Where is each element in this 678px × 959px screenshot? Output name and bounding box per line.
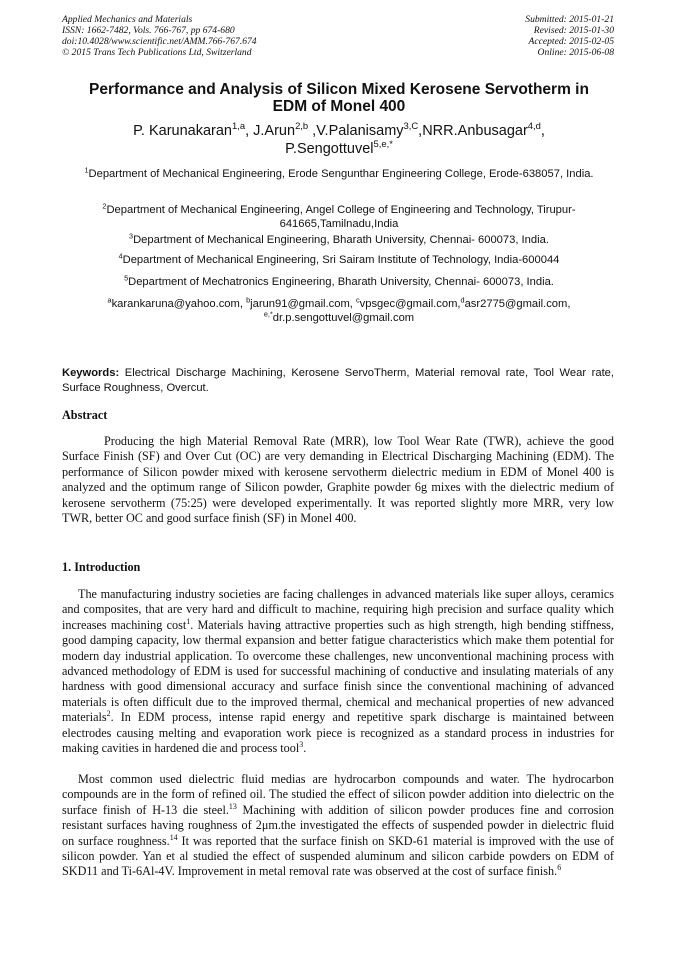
author-line-2 bbox=[70, 137, 608, 159]
citation-ref: 14 bbox=[169, 832, 178, 842]
email-sup: e,* bbox=[263, 309, 273, 319]
affiliation-number: 2 bbox=[102, 201, 107, 211]
affiliation-text: Department of Mechanical Engineering, Sri Sairam Institute of Technology, India-600044 bbox=[122, 254, 560, 266]
intro-paragraph-1 bbox=[62, 587, 614, 756]
introduction-heading: 1. Introduction bbox=[62, 560, 141, 574]
submission-dates bbox=[525, 14, 614, 58]
author-name: P. Karunakaran bbox=[133, 123, 232, 139]
citation-ref: 13 bbox=[228, 801, 237, 811]
intro-text: Most common used dielectric fluid medias are hydrocarbon compounds and water. The hydrocarbon compounds are in the form of refined oil. The studied the effect of silicon powder addition into dielectric on the surface finish of H-13 die steel. bbox=[62, 772, 614, 817]
author-line-1 bbox=[70, 120, 608, 141]
affiliation-number: 5 bbox=[124, 273, 129, 283]
citation-ref: 1 bbox=[186, 616, 191, 626]
author-affil-sup: 1,a bbox=[232, 120, 246, 132]
affiliation-2 bbox=[66, 203, 612, 231]
author-separator: , bbox=[308, 123, 317, 139]
affiliation-number: 1 bbox=[84, 165, 89, 175]
journal-issn: ISSN: 1662-7482, Vols. 766-767, pp 674-680 bbox=[62, 25, 235, 36]
paper-title-line1: Performance and Analysis of Silicon Mixed Kerosene Servotherm in bbox=[89, 81, 589, 98]
author-affil-sup: 5,e,* bbox=[373, 137, 393, 149]
author-name: P.Sengottuvel bbox=[285, 140, 374, 157]
affiliation-1 bbox=[66, 167, 612, 181]
affiliation-4 bbox=[66, 253, 612, 267]
journal-doi: doi:10.4028/www.scientific.net/AMM.766-767.674 bbox=[62, 36, 257, 47]
paper-title-line2: EDM of Monel 400 bbox=[272, 98, 406, 115]
email-address: jarun91@gmail.com, bbox=[250, 298, 356, 310]
intro-text: The manufacturing industry societies are facing challenges in advanced materials like super alloys, ceramics and composites, that are very hard and difficult to machine, requiring high precision and surface quality which increases machining cost bbox=[62, 587, 614, 632]
keywords-text: Electrical Discharge Machining, Kerosene ServoTherm, Material removal rate, Tool Wear rate, Surface Roughness, Overcut. bbox=[62, 367, 615, 394]
affiliation-number: 4 bbox=[118, 251, 123, 261]
email-sup: d bbox=[460, 295, 465, 305]
abstract-heading: Abstract bbox=[62, 408, 108, 422]
date-accepted: Accepted: 2015-02-05 bbox=[528, 36, 614, 47]
author-separator: , bbox=[540, 123, 545, 139]
email-list bbox=[66, 297, 612, 325]
author-name: NRR.Anbusagar bbox=[422, 123, 528, 139]
email-address: vpsgec@gmail.com, bbox=[359, 298, 461, 310]
abstract-text: Producing the high Material Removal Rate (MRR), low Tool Wear Rate (TWR), achieve the good Surface Finish (SF) and Over Cut (OC) are very demanding in Electrical Discharging Machining (EDM). The performance of Silicon powder mixed with kerosene servotherm dielectric medium in EDM of Monel 400 is analyzed and the optimum range of Silicon powder, Graphite powder 6g mixes with the dielectric medium of kerosene servotherm (75:25) were developed experimentally. It was reported slightly more MRR, very low TWR, better OC and good surface finish (SF) in Monel 400. bbox=[62, 434, 614, 526]
author-list bbox=[70, 120, 608, 158]
journal-info bbox=[62, 14, 257, 58]
affiliation-text: Department of Mechanical Engineering, Erode Sengunthar Engineering College, Erode-638057, India. bbox=[88, 168, 594, 180]
email-address: asr2775@gmail.com, bbox=[464, 298, 571, 310]
author-name: V.Palanisamy bbox=[316, 123, 404, 139]
author-separator: , bbox=[418, 123, 423, 139]
author-name: J.Arun bbox=[253, 123, 296, 139]
email-sup: b bbox=[246, 295, 251, 305]
date-revised: Revised: 2015-01-30 bbox=[533, 25, 614, 36]
author-affil-sup: 2,b bbox=[295, 120, 309, 132]
keywords-block bbox=[62, 366, 614, 396]
intro-text: . Materials having attractive properties such as high strength, high bending stiffness, good damping capacity, low thermal expansion and better fatigue characteristics which make them potential for modern day industrial application. To overcome these challenges, new unconventional machining process with advanced methodology of EDM is used for successful machining of conductive and insulating materials of any hardness with good dimensional accuracy and surface finish since the conventional machining of advanced materials is often difficult due to the improved thermal, chemical and mechanical properties of new advanced materials bbox=[62, 617, 614, 725]
intro-text: . In EDM process, intense rapid energy and repetitive spark discharge is maintained between electrodes causing melting and evaporation work piece is recognized as a standard process in industries for making cavities in hardened die and process tool bbox=[62, 710, 614, 756]
affiliation-number: 3 bbox=[129, 231, 134, 241]
keywords-label: Keywords: bbox=[62, 367, 120, 379]
intro-text: . bbox=[303, 741, 307, 756]
affiliation-3 bbox=[66, 233, 612, 247]
email-sup: c bbox=[356, 295, 360, 305]
date-online: Online: 2015-06-08 bbox=[537, 47, 614, 58]
citation-ref: 2 bbox=[106, 709, 111, 719]
intro-text: Machining with addition of silicon powder produces fine and corrosion resistant surfaces having roughness of 2μm.the investigated the effects of suspended powder in dielectric fluid on surface roughness. bbox=[62, 802, 614, 848]
citation-ref: 3 bbox=[299, 740, 304, 749]
author-affil-sup: 4,d bbox=[527, 120, 541, 132]
intro-text: It was reported that the surface finish on SKD-61 material is improved with the use of silicon powder. Yan et al studied the effect of suspended aluminum and silicon carbide powders on EDM of SKD11 and Ti-6Al-4V. Improvement in metal removal rate was observed at the cost of surface finish. bbox=[62, 833, 614, 879]
affiliation-text: Department of Mechanical Engineering, Angel College of Engineering and Technology, Tirupur-641665,Tamilnadu,India bbox=[106, 204, 576, 230]
email-address: dr.p.sengottuvel@gmail.com bbox=[272, 312, 415, 324]
email-line-2 bbox=[66, 311, 612, 325]
date-submitted: Submitted: 2015-01-21 bbox=[525, 14, 614, 25]
journal-copyright: © 2015 Trans Tech Publications Ltd, Switzerland bbox=[62, 47, 252, 58]
email-address: karankaruna@yahoo.com, bbox=[111, 298, 247, 310]
affiliation-text: Department of Mechanical Engineering, Bharath University, Chennai- 600073, India. bbox=[133, 234, 549, 246]
author-affil-sup: 3,C bbox=[403, 120, 419, 132]
paper-title bbox=[70, 81, 608, 115]
affiliation-5 bbox=[66, 275, 612, 289]
intro-paragraph-2 bbox=[62, 772, 614, 880]
affiliation-text: Department of Mechatronics Engineering, Bharath University, Chennai- 600073, India. bbox=[128, 276, 554, 288]
journal-name: Applied Mechanics and Materials bbox=[62, 14, 193, 25]
citation-ref: 6 bbox=[557, 863, 562, 873]
email-sup: a bbox=[107, 295, 112, 305]
author-separator: , bbox=[245, 123, 254, 139]
email-line-1 bbox=[66, 297, 612, 311]
